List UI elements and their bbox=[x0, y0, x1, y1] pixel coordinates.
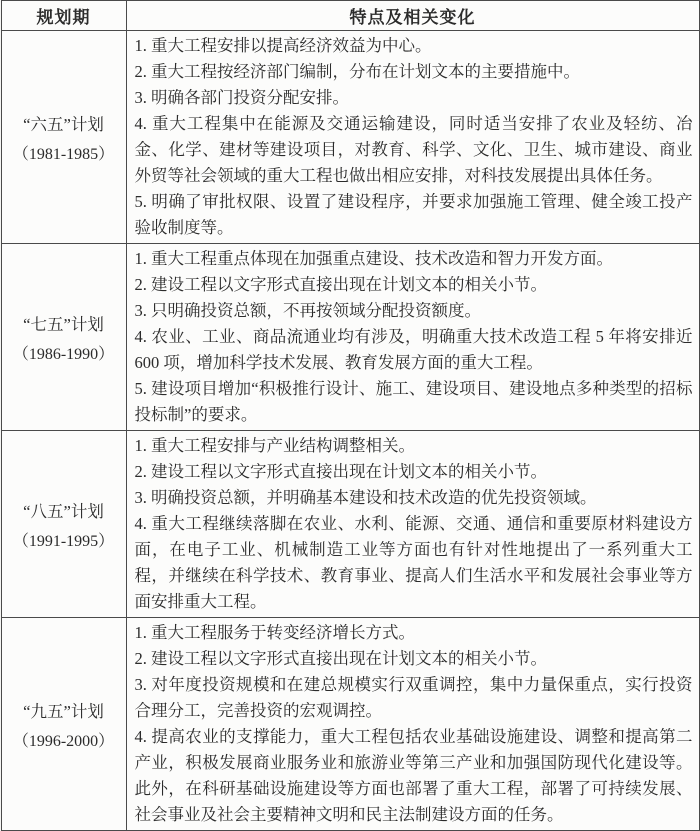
table-header-row bbox=[1, 1, 699, 31]
period-name: “九五”计划 bbox=[23, 701, 104, 721]
column-header-features: 特点及相关变化 bbox=[126, 1, 699, 31]
feature-item: 1. 重大工程安排与产业结构调整相关。 bbox=[134, 436, 415, 455]
feature-item: 4. 重大工程集中在能源及交通运输建设，同时适当安排了农业及轻纺、冶金、化学、建材等建设项目，对教育、科学、文化、卫生、城市建设、商业外贸等社会领域的重大工程也做出相应安排，对科技发展提出具体任务。 bbox=[134, 114, 693, 185]
period-name: “七五”计划 bbox=[23, 314, 104, 334]
features-cell-85 bbox=[126, 431, 699, 618]
feature-item: 1. 重大工程服务于转变经济增长方式。 bbox=[134, 623, 415, 642]
table-row bbox=[1, 31, 699, 244]
table-row bbox=[1, 431, 699, 618]
period-cell-65 bbox=[1, 31, 126, 244]
feature-item: 5. 明确了审批权限、设置了建设程序，并要求加强施工管理、健全竣工投产验收制度等。 bbox=[134, 192, 693, 237]
feature-item: 3. 明确各部门投资分配安排。 bbox=[134, 88, 349, 107]
feature-item: 5. 建设项目增加“积极推行设计、施工、建设项目、建设地点多种类型的招标投标制”的要求。 bbox=[134, 379, 693, 424]
feature-item: 2. 建设工程以文字形式直接出现在计划文本的相关小节。 bbox=[134, 649, 547, 668]
feature-item: 3. 对年度投资规模和在建总规模实行双重调控，集中力量保重点，实行投资合理分工，完善投资的宏观调控。 bbox=[134, 675, 693, 720]
feature-item: 3. 明确投资总额，并明确基本建设和技术改造的优先投资领域。 bbox=[134, 488, 597, 507]
period-name: “八五”计划 bbox=[23, 501, 104, 521]
period-cell-75 bbox=[1, 244, 126, 431]
features-cell-65 bbox=[126, 31, 699, 244]
table-row bbox=[1, 618, 699, 831]
feature-item: 4. 提高农业的支撑能力，重大工程包括农业基础设施建设、调整和提高第二产业，积极发展商业服务业和旅游业等第三产业和加强国防现代化建设等。此外，在科研基础设施建设等方面也部署了重大工程，部署了可持续发展、社会事业及社会主要精神文明和民主法制建设方面的任务。 bbox=[134, 727, 693, 824]
feature-item: 2. 建设工程以文字形式直接出现在计划文本的相关小节。 bbox=[134, 462, 547, 481]
feature-item: 4. 重大工程继续落脚在农业、水利、能源、交通、通信和重要原材料建设方面，在电子工业、机械制造工业等方面也有针对性地提出了一系列重大工程，并继续在科学技术、教育事业、提高人们生活水平和发展社会事业等方面安排重大工程。 bbox=[134, 514, 693, 611]
period-cell-85 bbox=[1, 431, 126, 618]
period-years: （1996-2000） bbox=[12, 732, 115, 750]
features-cell-75 bbox=[126, 244, 699, 431]
feature-item: 2. 建设工程以文字形式直接出现在计划文本的相关小节。 bbox=[134, 275, 547, 294]
period-years: （1991-1995） bbox=[12, 532, 115, 550]
five-year-plan-table bbox=[1, 0, 700, 831]
period-cell-95 bbox=[1, 618, 126, 831]
feature-item: 2. 重大工程按经济部门编制，分布在计划文本的主要措施中。 bbox=[134, 62, 580, 81]
table-row bbox=[1, 244, 699, 431]
period-years: （1986-1990） bbox=[12, 345, 115, 363]
feature-item: 3. 只明确投资总额，不再按领域分配投资额度。 bbox=[134, 301, 481, 320]
period-years: （1981-1985） bbox=[12, 145, 115, 163]
feature-item: 1. 重大工程重点体现在加强重点建设、技术改造和智力开发方面。 bbox=[134, 249, 613, 268]
feature-item: 1. 重大工程安排以提高经济效益为中心。 bbox=[134, 36, 432, 55]
period-name: “六五”计划 bbox=[23, 114, 104, 134]
feature-item: 4. 农业、工业、商品流通业均有涉及，明确重大技术改造工程 5 年将安排近 600 项，增加科学技术发展、教育发展方面的重大工程。 bbox=[134, 327, 693, 372]
features-cell-95 bbox=[126, 618, 699, 831]
column-header-period: 规划期 bbox=[1, 1, 126, 31]
